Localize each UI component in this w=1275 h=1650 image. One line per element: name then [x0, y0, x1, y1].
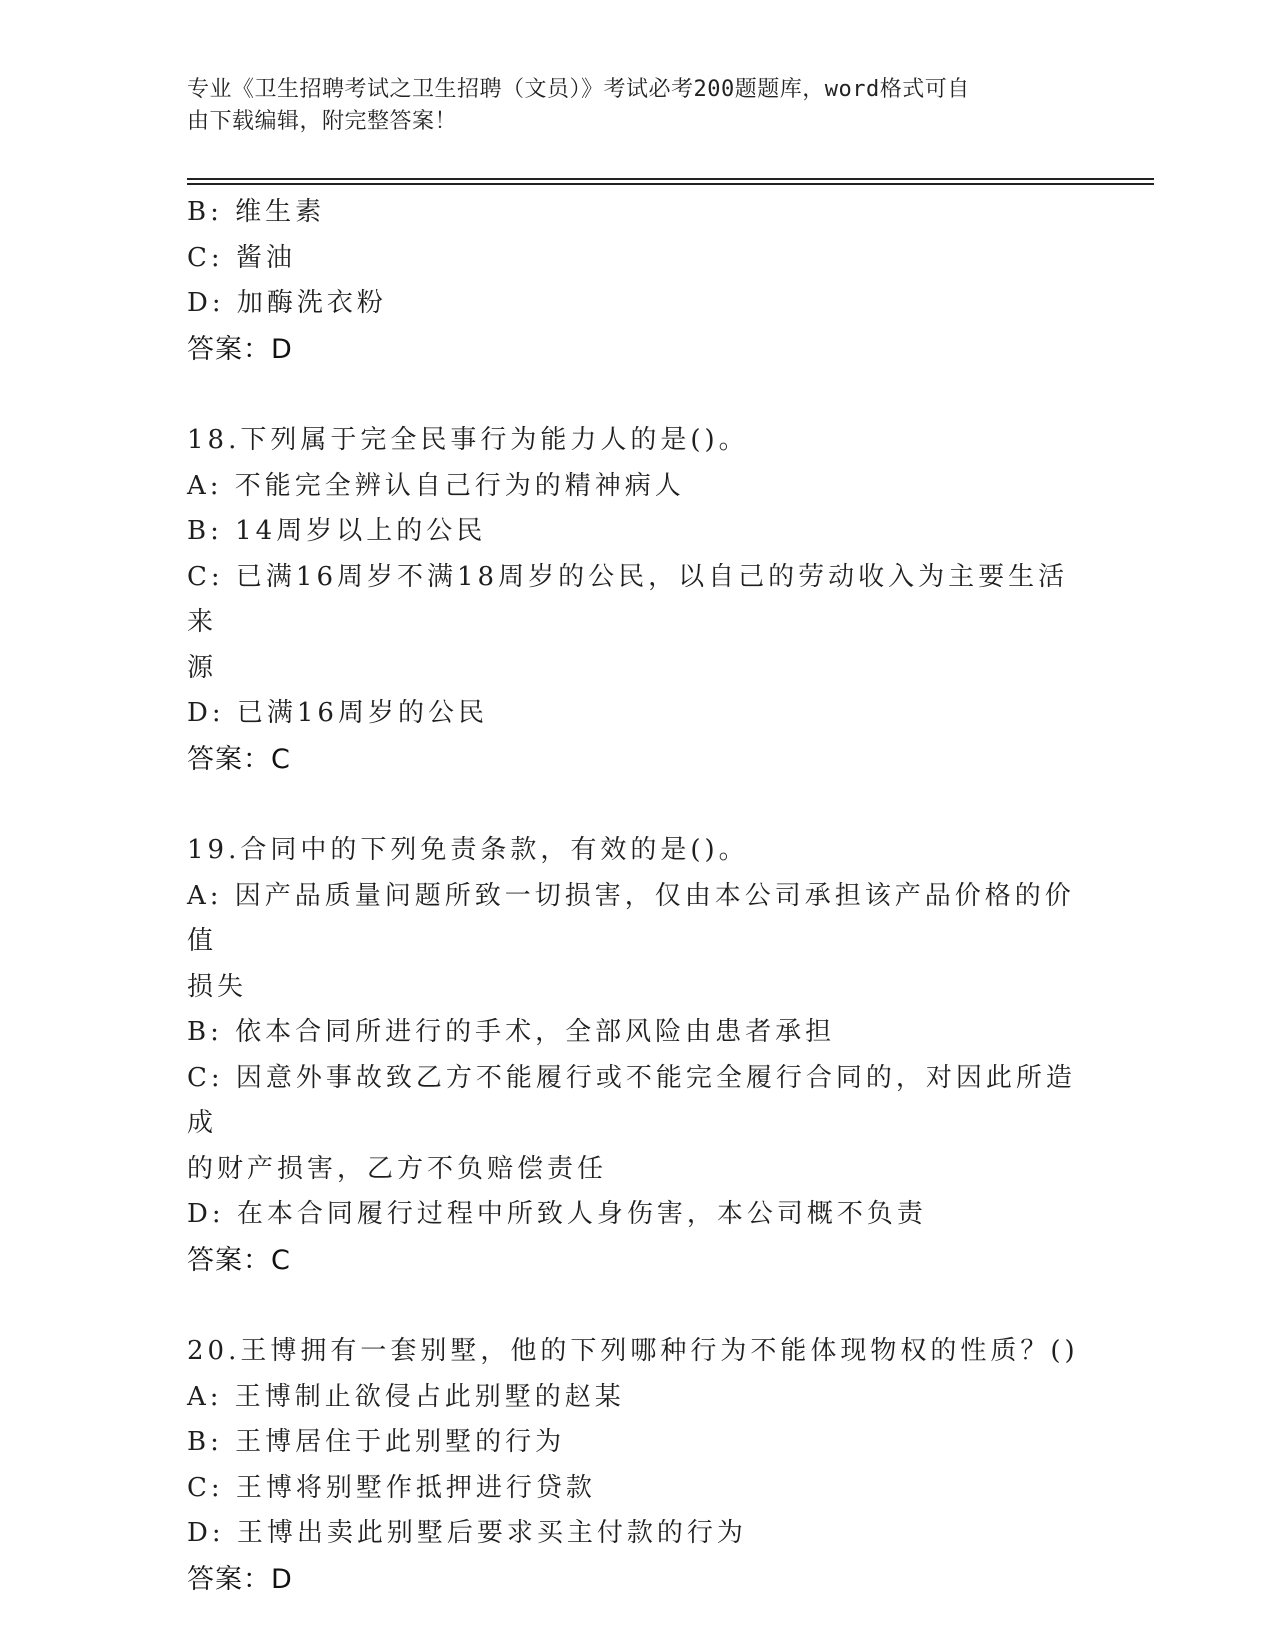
q19-option-c-line-2: 的财产损害，乙方不负赔偿责任	[187, 1153, 608, 1184]
q18-option-a: A: 不能完全辨认自己行为的精神病人	[187, 470, 685, 501]
q18-question-text: 18.下列属于完全民事行为能力人的是()。	[187, 425, 749, 455]
question-17	[187, 190, 1087, 372]
q20-answer: 答案：D	[187, 1563, 293, 1595]
q18-option-d: D: 已满16周岁的公民	[187, 698, 488, 728]
q19-option-d: D: 在本合同履行过程中所致人身伤害，本公司概不负责	[187, 1199, 927, 1229]
q19-option-a-line-2: 损失	[187, 971, 248, 1002]
q18-option-b: B: 14周岁以上的公民	[187, 516, 487, 546]
q20-question-text: 20.王博拥有一套别墅，他的下列哪种行为不能体现物权的性质？()	[187, 1336, 1079, 1366]
header-rule-top	[187, 178, 1154, 180]
spacer	[187, 782, 1087, 828]
document-body	[187, 190, 1087, 1602]
question-19	[187, 828, 1087, 1283]
q17-answer: 答案：D	[187, 333, 293, 365]
q19-question-text: 19.合同中的下列免责条款，有效的是()。	[187, 835, 749, 865]
q19-option-b: B: 依本合同所进行的手术，全部风险由患者承担	[187, 1017, 836, 1047]
spacer	[187, 1283, 1087, 1329]
q17-option-b: B: 维生素	[187, 197, 326, 227]
q17-option-c: C: 酱油	[187, 242, 296, 273]
q19-option-c-line-1: C: 因意外事故致乙方不能履行或不能完全履行合同的，对因此所造成	[187, 1062, 1076, 1138]
q20-option-d: D: 王博出卖此别墅后要求买主付款的行为	[187, 1518, 747, 1548]
q18-option-c-line-2: 源	[187, 652, 218, 683]
q18-answer: 答案：C	[187, 743, 291, 775]
q20-option-b: B: 王博居住于此别墅的行为	[187, 1427, 566, 1457]
q19-answer: 答案：C	[187, 1244, 291, 1276]
document-header	[187, 74, 1067, 138]
question-18	[187, 418, 1087, 782]
q20-option-c: C: 王博将别墅作抵押进行贷款	[187, 1472, 596, 1503]
header-line-2: 由下载编辑，附完整答案！	[187, 109, 458, 134]
header-rule-bottom	[187, 183, 1154, 185]
question-20	[187, 1329, 1087, 1602]
spacer	[187, 372, 1087, 418]
q19-option-a-line-1: A: 因产品质量问题所致一切损害，仅由本公司承担该产品价格的价值	[187, 880, 1075, 956]
q17-option-d: D: 加酶洗衣粉	[187, 288, 387, 318]
q18-option-c-line-1: C: 已满16周岁不满18周岁的公民，以自己的劳动收入为主要生活来	[187, 561, 1069, 637]
q20-option-a: A: 王博制止欲侵占此别墅的赵某	[187, 1381, 625, 1412]
header-line-1: 专业《卫生招聘考试之卫生招聘（文员）》考试必考200题题库，word格式可自	[187, 77, 970, 102]
